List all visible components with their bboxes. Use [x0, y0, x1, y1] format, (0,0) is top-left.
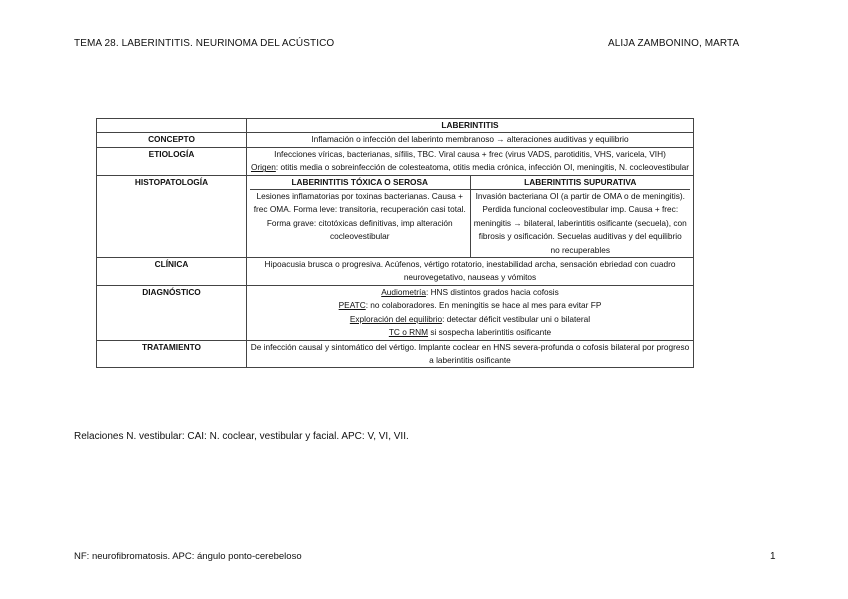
row-label-concepto: CONCEPTO [97, 133, 247, 147]
peatc-text: : no colaboradores. En meningitis se hace al mes para evitar FP [365, 300, 602, 311]
diag-peatc [250, 299, 690, 312]
audiometria-text: : HNS distintos grados hacia cofosis [425, 286, 559, 297]
equilibrio-label: Exploración del equilibrio [349, 313, 443, 324]
row-label-etiologia: ETIOLOGÍA [97, 147, 247, 175]
page-number: 1 [770, 551, 776, 562]
toxica-title: LABERINTITIS TÓXICA O SEROSA [250, 176, 470, 190]
empty-corner-cell [97, 119, 247, 133]
origen-label: Origen [250, 162, 276, 173]
row-label-tratamiento: TRATAMIENTO [97, 340, 247, 368]
column-header: LABERINTITIS [247, 119, 694, 133]
origen-text: : otitis media o sobreinfección de colesteatoma, otitis media crónica, infección OI, meningitis, N. cocleovestibular [275, 162, 690, 173]
diag-tc [250, 326, 690, 339]
row-concepto [97, 133, 694, 147]
peatc-label: PEATC [338, 300, 366, 311]
row-diagnostico [97, 285, 694, 340]
table-header-row [97, 119, 694, 133]
row-histopatologia [97, 175, 694, 257]
diag-audiometria [250, 286, 690, 299]
author-name: ALIJA ZAMBONINO, MARTA [608, 38, 740, 49]
audiometria-label: Audiometría [381, 286, 426, 297]
footer-note: NF: neurofibromatosis. APC: ángulo ponto-cerebeloso [74, 551, 302, 562]
concepto-text: Inflamación o infección del laberinto membranoso → alteraciones auditivas y equilibrio [247, 133, 694, 147]
diag-equilibrio [250, 313, 690, 326]
row-etiologia [97, 147, 694, 175]
document-title: TEMA 28. LABERINTITIS. NEURINOMA DEL ACÚSTICO [74, 38, 335, 49]
etiologia-cell [247, 147, 694, 175]
row-label-diagnostico: DIAGNÓSTICO [97, 285, 247, 340]
tc-text: si sospecha laberintitis osificante [428, 327, 552, 338]
supurativa-title: LABERINTITIS SUPURATIVA [470, 176, 690, 190]
row-label-histopatologia: HISTOPATOLOGÍA [97, 175, 247, 257]
equilibrio-text: : detectar déficit vestibular uni o bilateral [442, 313, 591, 324]
diagnostico-cell [247, 285, 694, 340]
clinica-text: Hipoacusia brusca o progresiva. Acúfenos, vértigo rotatorio, inestabilidad archa, sensación ebriedad con cuadro neurovegetativo, nauseas y vómitos [247, 258, 694, 286]
histopatologia-split [250, 176, 690, 257]
etiologia-origen [250, 161, 690, 174]
relaciones-note: Relaciones N. vestibular: CAI: N. coclear, vestibular y facial. APC: V, VI, VII. [74, 431, 409, 442]
histopatologia-cell [247, 175, 694, 257]
tc-label: TC o RNM [388, 327, 429, 338]
supurativa-text: Invasión bacteriana OI (a partir de OMA o de meningitis). Perdida funcional cocleovestibular imp. Causa + frec: meningitis → bilateral, laberintitis osificante (secuela), con fibrosis y osificación. Secuelas auditivas y del equilibrio no recuperables [473, 191, 687, 255]
tratamiento-text: De infección causal y sintomático del vértigo. Implante coclear en HNS severa-profunda o cofosis bilateral por progreso a laberintitis osificante [247, 340, 694, 368]
row-clinica [97, 258, 694, 286]
laberintitis-table [96, 118, 694, 368]
row-tratamiento [97, 340, 694, 368]
toxica-text: Lesiones inflamatorias por toxinas bacterianas. Causa + frec OMA. Forma leve: transitoria, recuperación casi total. Forma grave: citotóxicas definitivas, imp alteración cocleovestibular [250, 190, 470, 258]
row-label-clinica: CLÍNICA [97, 258, 247, 286]
etiologia-line1: Infecciones víricas, bacterianas, sífilis, TBC. Viral causa + frec (virus VADS, parotiditis, VHS, varicela, VIH) [274, 148, 666, 159]
